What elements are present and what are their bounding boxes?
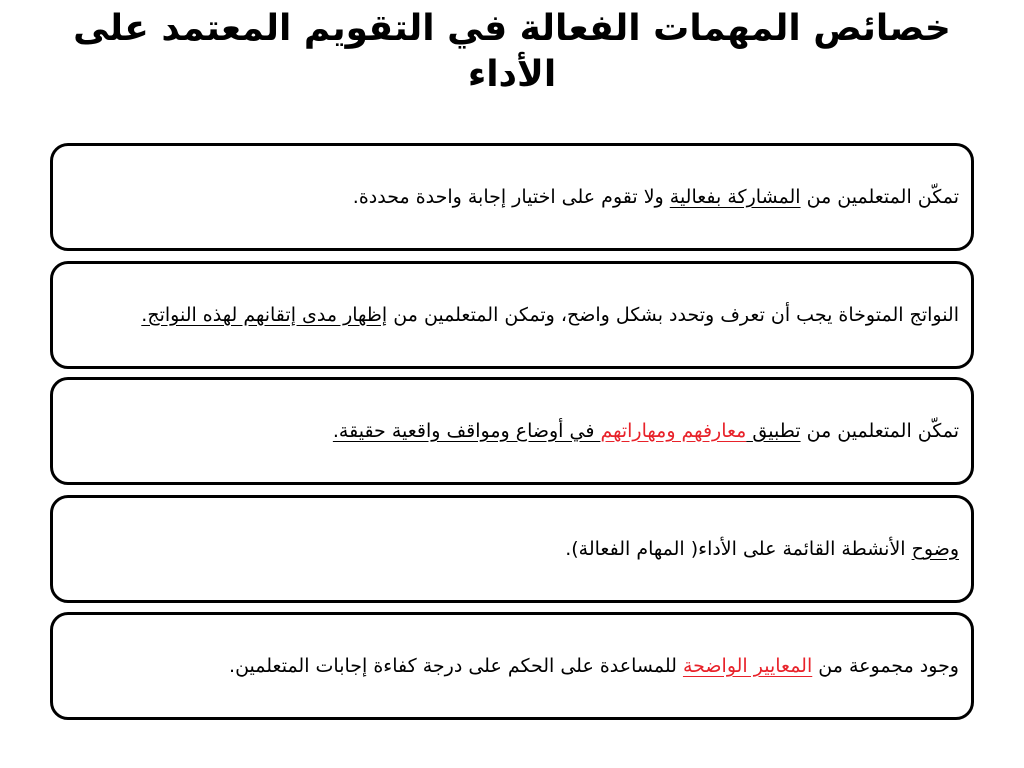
feature-3-underlined-phrase: في أوضاع ومواقف واقعية حقيقة. xyxy=(332,419,601,442)
feature-1-text-part: ولا تقوم على اختيار إجابة واحدة محددة. xyxy=(352,185,670,208)
feature-1-text-part: تمكّن المتعلمين من xyxy=(800,185,959,208)
feature-3-underlined-phrase: تطبيق xyxy=(752,419,801,442)
feature-text-3 xyxy=(69,416,959,447)
feature-text-4 xyxy=(69,534,959,565)
feature-text-5 xyxy=(69,651,959,682)
feature-5-text-part: للمساعدة على الحكم على درجة كفاءة إجابات المتعلمين. xyxy=(229,654,683,677)
feature-text-2 xyxy=(69,300,959,331)
feature-4-text-part: الأنشطة القائمة على الأداء( المهام الفعالة). xyxy=(565,537,912,560)
feature-3-highlighted-phrase: معارفهم ومهاراتهم xyxy=(600,419,747,442)
feature-box-2 xyxy=(50,261,974,369)
feature-text-1 xyxy=(69,182,959,213)
feature-4-underlined-word: وضوح xyxy=(911,537,959,560)
feature-box-5 xyxy=(50,612,974,720)
feature-5-highlighted-phrase: المعايير الواضحة xyxy=(682,654,813,677)
feature-5-text-part: وجود مجموعة من xyxy=(812,654,959,677)
feature-box-4 xyxy=(50,495,974,603)
feature-1-underlined-phrase: المشاركة بفعالية xyxy=(669,185,801,208)
feature-2-text-part: النواتج المتوخاة يجب أن تعرف وتحدد بشكل واضح، وتمكن المتعلمين من xyxy=(387,303,959,326)
slide-title: خصائص المهمات الفعالة في التقويم المعتمد على الأداء xyxy=(73,8,951,95)
feature-box-1 xyxy=(50,143,974,251)
feature-box-3 xyxy=(50,377,974,485)
feature-3-text-part: تمكّن المتعلمين من xyxy=(800,419,959,442)
feature-2-underlined-phrase: إظهار مدى إتقانهم لهذه النواتج. xyxy=(141,303,388,326)
